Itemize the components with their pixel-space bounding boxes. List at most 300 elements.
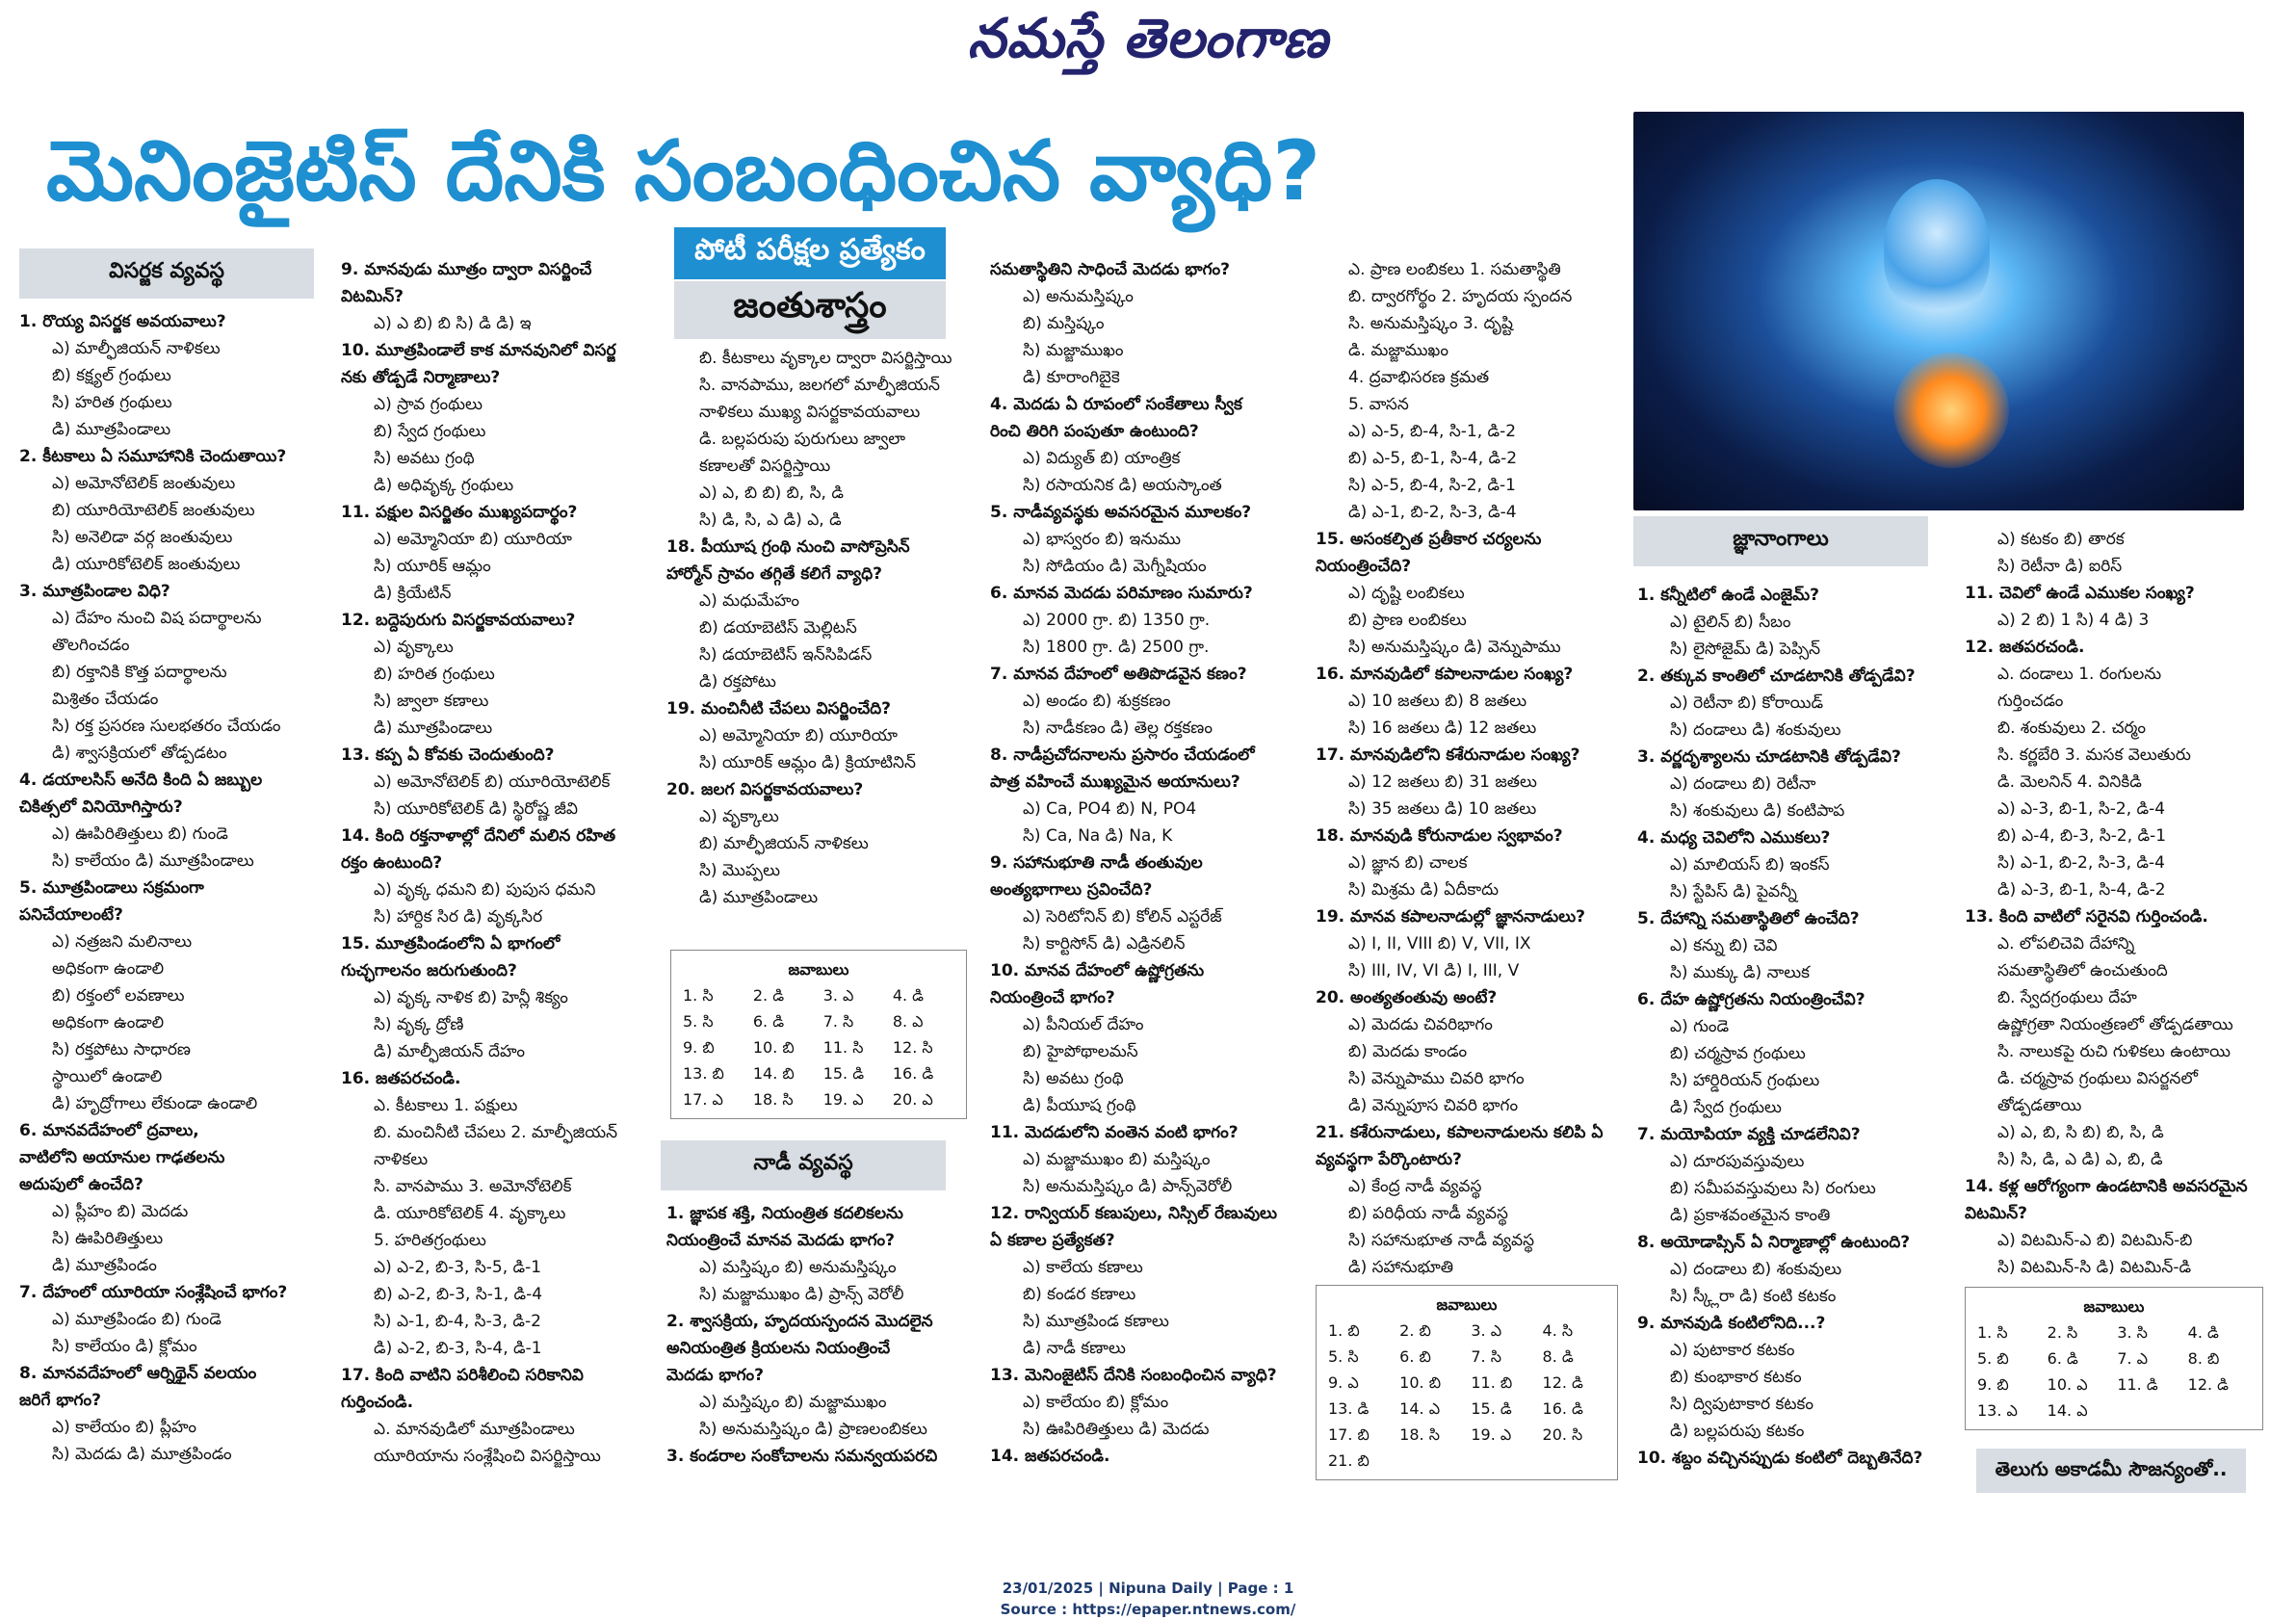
answer-row — [1324, 1448, 1609, 1474]
answer-cell: 4. డి — [892, 986, 925, 1005]
option-text: బి) రక్తంలో లవణాలు — [52, 986, 185, 1006]
option-text: ఎ) అనుమస్తిష్కం — [1023, 287, 1134, 306]
option-text: ఎ) 2000 గ్రా. బి) 1350 గ్రా. — [1023, 611, 1211, 630]
option-text: సమతాస్థితిలో ఉంచుతుంది — [1997, 961, 2168, 980]
question-text: 10. మానవ దేహంలో ఉష్ణోగ్రతను — [990, 961, 1205, 980]
question-text: 16. జతపరచండి. — [341, 1069, 461, 1088]
option-text: డి) సహానుభూతి — [1348, 1258, 1453, 1277]
option-text: సి) కాలేయం డి) క్లోమం — [52, 1337, 197, 1356]
answer-cell: 5. సి — [683, 1012, 714, 1031]
question-text: విటమిన్? — [1965, 1204, 2027, 1223]
answer-cell: 18. సి — [1399, 1425, 1440, 1444]
option-text: సి) అనుమస్తిష్కం డి) వెన్నుపాము — [1348, 638, 1561, 657]
answer-cell: 12. డి — [2187, 1375, 2230, 1394]
option-text: ఎ) గుండె — [1670, 1017, 1730, 1036]
option-text: సి) వృక్క ద్రోణి — [374, 1015, 464, 1034]
option-text: బి) స్వేద గ్రంథులు — [374, 422, 486, 441]
question-text: 15. మూత్రపిండంలోని ఏ భాగంలో — [341, 934, 561, 954]
option-text: సి) 16 జతలు డి) 12 జతలు — [1348, 719, 1537, 738]
option-text: ఎ) అమోనోటెలిక్ జంతువులు — [52, 474, 236, 493]
option-text: సి) వెన్నుపాము చివరి భాగం — [1348, 1069, 1525, 1088]
option-text: సి. అనుమస్తిష్కం 3. దృష్టి — [1348, 314, 1513, 333]
answer-cell — [2184, 1398, 2255, 1424]
option-text: ఎ) దండాలు బి) శంకువులు — [1670, 1260, 1842, 1279]
option-text: ఎ) మాలియస్ బి) ఇంకస్ — [1670, 855, 1830, 875]
page-footer — [0, 1578, 2296, 1620]
question-text: 5. దేహాన్ని సమతాస్థితిలో ఉంచేది? — [1637, 909, 1860, 928]
option-text: సి) అవటు గ్రంథి — [374, 449, 475, 468]
section-senses: జ్ఞానాంగాలు — [1633, 516, 1928, 566]
option-text: ఎ) మజ్జాముఖం బి) మస్తిష్కం — [1023, 1150, 1211, 1169]
option-text: బి. మంచినీటి చేపలు 2. మాల్ఫీజియన్ — [374, 1123, 618, 1142]
question-text: 12. జతపరచండి. — [1965, 638, 2085, 657]
question-text: 5. మూత్రపిండాలు సక్రమంగా — [19, 878, 204, 898]
option-text: సి) ఎ-5, బి-4, సి-2, డి-1 — [1348, 476, 1516, 495]
option-text: సి) స్టేపిస్ డి) పైవన్నీ — [1670, 882, 1797, 901]
option-text: సి) రసాయనిక డి) అయస్కాంత — [1023, 476, 1222, 495]
option-text: డి) ప్రకాశవంతమైన కాంతి — [1670, 1206, 1831, 1225]
answer-cell: 14. బి — [752, 1064, 795, 1083]
footer-source-line: Source : https://epaper.ntnews.com/ — [1000, 1601, 1296, 1618]
answer-cell: 8. డి — [1542, 1347, 1574, 1366]
option-text: ఎ) దృష్టి లంబికలు — [1348, 584, 1465, 603]
option-text: సి) రక్త ప్రసరణ సులభతరం చేయడం — [52, 717, 281, 736]
option-text: ఎ) Ca, PO4 బి) N, PO4 — [1023, 799, 1197, 819]
question-text: 15. అసంకల్పిత ప్రతీకార చర్యలను — [1316, 530, 1542, 549]
question-text: 8. మానవదేహంలో ఆర్నిథైన్ వలయం — [19, 1364, 257, 1383]
column-5 — [1316, 256, 1633, 1281]
option-text: సి. వానపాము, జలగలో మాల్ఫీజియన్ — [699, 376, 940, 395]
option-text: ఎ) విటమిన్-ఎ బి) విటమిన్-బి — [1997, 1231, 2193, 1250]
option-text: ఎ) భాస్వరం బి) ఇనుము — [1023, 530, 1181, 549]
answer-cell: 13. ఎ — [1977, 1401, 2018, 1420]
option-text: ఎ) మధుమేహం — [699, 591, 799, 611]
masthead-logo: నమస్తే తెలంగాణ — [967, 8, 1329, 70]
option-text: ఎ) దూరపువస్తువులు — [1670, 1152, 1805, 1171]
footer-date-line: 23/01/2025 | Nipuna Daily | Page : 1 — [1002, 1580, 1294, 1597]
question-text: 19. మంచినీటి చేపలు విసర్జించేది? — [666, 699, 892, 719]
option-text: ఎ. లోపలిచెవి దేహాన్ని — [1997, 934, 2135, 954]
option-text: డి) ఎ-2, బి-3, సి-4, డి-1 — [374, 1339, 542, 1358]
question-text: రక్తం ఉంటుంది? — [341, 853, 443, 873]
question-text: జరిగే భాగం? — [19, 1391, 101, 1410]
option-text: సి) నాడీకణం డి) తెల్ల రక్తకణం — [1023, 719, 1213, 738]
option-text: డి) మాల్ఫీజియన్ దేహం — [374, 1042, 526, 1061]
question-text: అదుపులో ఉంచేది? — [19, 1175, 144, 1194]
option-text: సి) ఊపిరితిత్తులు డి) మెదడు — [1023, 1420, 1210, 1439]
option-text: డి) పీయూష గ్రంథి — [1023, 1096, 1136, 1115]
question-text: హార్మోన్ స్రావం తగ్గితే కలిగే వ్యాధి? — [666, 564, 883, 584]
option-text: ఎ) కాలేయం బి) క్లోమం — [1023, 1393, 1169, 1412]
option-text: ఎ) ఎ-2, బి-3, సి-5, డి-1 — [374, 1258, 542, 1277]
question-text: వాటిలోని అయానుల గాఢతలను — [19, 1148, 225, 1167]
option-text: బి) ప్రాణ లంబికలు — [1348, 611, 1467, 630]
answer-key-senses — [1965, 1287, 2263, 1430]
question-text: 1. రొయ్య విసర్జక అవయవాలు? — [19, 312, 226, 331]
column-3-nervous — [666, 1200, 984, 1470]
answer-cell: 19. ఎ — [822, 1090, 864, 1109]
answer-key-nervous — [1316, 1285, 1618, 1480]
option-text: బి) డయాబెటిస్ మెల్లిటస్ — [699, 618, 857, 638]
answer-cell: 2. బి — [1399, 1321, 1431, 1340]
question-text: 14. కింది రక్తనాళాల్లో దేనిలో మలిన రహిత — [341, 826, 616, 846]
option-text: ఎ) పీనియల్ దేహం — [1023, 1015, 1144, 1034]
answer-cell: 2. సి — [2047, 1323, 2078, 1342]
question-text: 7. దేహంలో యూరియా సంశ్లేషించే భాగం? — [19, 1283, 288, 1302]
option-text: ఎ) ఎ-5, బి-4, సి-1, డి-2 — [1348, 422, 1517, 441]
answer-row — [1324, 1344, 1609, 1370]
option-text: డి) అధివృక్క గ్రంథులు — [374, 476, 514, 495]
option-text: ఎ) వృక్క నాళిక బి) హెన్లీ శిక్యం — [374, 988, 568, 1007]
answer-row — [679, 1034, 958, 1060]
question-text: 13. కింది వాటిలో సరైనవి గుర్తించండి. — [1965, 907, 2208, 927]
question-text: 1. జ్ఞాపక శక్తి, నియంత్రిత కదలికలను — [666, 1204, 903, 1223]
option-text: సి) శంకువులు డి) కంటిపాప — [1670, 801, 1845, 821]
answer-cell: 10. బి — [1399, 1373, 1442, 1392]
option-text: సి) విటమిన్-సి డి) విటమిన్-డి — [1997, 1258, 2192, 1277]
option-text: బి) మాల్ఫీజియన్ నాళికలు — [699, 834, 869, 853]
question-text: 12. రాన్వియర్ కణుపులు, నిస్సిల్ రేణువులు — [990, 1204, 1277, 1223]
answer-cell: 5. సి — [1328, 1347, 1359, 1366]
option-text: సి) యూరిక్ ఆమ్లం డి) క్రియాటినిన్ — [699, 753, 916, 772]
question-text: 4. మధ్య చెవిలోని ఎముకలు? — [1637, 828, 1831, 848]
option-text: డి) హృద్రోగాలు లేకుండా ఉండాలి — [52, 1094, 258, 1113]
option-text: ఎ) దండాలు బి) రెటీనా — [1670, 774, 1816, 794]
answer-row — [1973, 1372, 2255, 1398]
question-text: 6. మానవ మెదడు పరిమాణం సుమారు? — [990, 584, 1253, 603]
answer-cell: 19. ఎ — [1471, 1425, 1512, 1444]
option-text: బి) సమీపవస్తువులు సి) రంగులు — [1670, 1179, 1876, 1198]
question-text: 19. మానవ కపాలనాడుల్లో జ్ఞాననాడులు? — [1316, 907, 1585, 927]
option-text: గుర్తించడం — [1997, 692, 2064, 711]
option-text: సి) సోడియం డి) మెగ్నీషియం — [1023, 557, 1207, 576]
answer-cell: 12. సి — [892, 1038, 933, 1057]
question-text: గుచ్ఛగాలనం జరుగుతుంది? — [341, 961, 517, 980]
option-text: ఎ) 12 జతలు బి) 31 జతలు — [1348, 772, 1537, 792]
column-1 — [19, 308, 327, 1468]
option-text: 5. హరితగ్రంథులు — [374, 1231, 486, 1250]
answer-cell — [1396, 1448, 1467, 1474]
answer-cell: 13. డి — [1328, 1399, 1370, 1418]
option-text: బి) ఎ-4, బి-3, సి-2, డి-1 — [1997, 826, 2167, 846]
option-text: డి) స్వేద గ్రంథులు — [1670, 1098, 1782, 1117]
question-text: 14. జతపరచండి. — [990, 1447, 1110, 1466]
option-text: డి) మూత్రపిండాలు — [374, 719, 493, 738]
question-text: 5. నాడీవ్యవస్థకు అవసరమైన మూలకం? — [990, 503, 1252, 522]
column-3 — [666, 345, 975, 911]
option-text: డి) కూరాంగిబైకె — [1023, 368, 1120, 387]
answer-row — [1324, 1396, 1609, 1422]
answer-row — [1324, 1422, 1609, 1448]
question-text: 3. మూత్రపిండాల విధి? — [19, 582, 170, 601]
option-text: అధికంగా ఉండాలి — [52, 1013, 165, 1032]
option-text: ఎ) వృక్కాలు — [699, 807, 779, 826]
question-text: 18. పీయూష గ్రంథి నుంచి వాసోప్రెసిన్ — [666, 537, 910, 557]
answer-cell: 4. సి — [1542, 1321, 1574, 1340]
option-text: డి) మూత్రపిండాలు — [52, 420, 171, 439]
answer-row — [679, 1008, 958, 1034]
question-text: 7. మానవ దేహంలో అతిపొడవైన కణం? — [990, 665, 1247, 684]
option-text: సి) హరిత గ్రంథులు — [52, 393, 172, 412]
question-text: చికిత్సలో వినియోగిస్తారు? — [19, 797, 183, 817]
option-text: ఎ) కేంద్ర నాడీ వ్యవస్థ — [1348, 1177, 1482, 1196]
option-text: సి) హార్డిరియన్ గ్రంథులు — [1670, 1071, 1820, 1090]
option-text: బి) చర్మస్రావ గ్రంథులు — [1670, 1044, 1806, 1063]
option-text: ఎ) కాలేయం బి) ప్లీహం — [52, 1418, 197, 1437]
answer-cell: 16. డి — [892, 1064, 934, 1083]
badge-subject: జంతుశాస్త్రం — [674, 281, 946, 339]
answer-cell: 7. సి — [822, 1012, 854, 1031]
answer-cell: 20. సి — [1542, 1425, 1583, 1444]
column-4 — [990, 256, 1308, 1470]
option-text: బి) హరిత గ్రంథులు — [374, 665, 495, 684]
option-text: డి. యూరికోటెలిక్ 4. వృక్కాలు — [374, 1204, 566, 1223]
answer-cell: 21. బి — [1328, 1451, 1370, 1470]
option-text: సి. కర్ణబేరి 3. మసక వెలుతురు — [1997, 745, 2191, 765]
option-text: బి) ఎ-2, బి-3, సి-1, డి-4 — [374, 1285, 543, 1304]
option-text: సి) దండాలు డి) శంకువులు — [1670, 720, 1841, 740]
question-text: 3. వర్ణదృశ్యాలను చూడటానికి తోడ్పడేవి? — [1637, 747, 1901, 767]
answer-cell: 8. బి — [2187, 1349, 2220, 1368]
option-text: ఎ) సెరిటోనిన్ బి) కోలిన్ ఎస్టరేజ్ — [1023, 907, 1222, 927]
option-text: ఎ) వృక్కాలు — [374, 638, 454, 657]
answer-cell: 6. బి — [1399, 1347, 1431, 1366]
question-text: 13. మెనింజైటిస్ దేనికి సంబంధించిన వ్యాధి? — [990, 1366, 1277, 1385]
question-text: 11. మెదడులోని వంతెన వంటి భాగం? — [990, 1123, 1239, 1142]
badge-special: పోటీ పరీక్షల ప్రత్యేకం — [674, 227, 946, 279]
option-text: బి) రక్తానికి కొత్త పదార్థాలను — [52, 663, 227, 682]
option-text: డి) యూరికోటెలిక్ జంతువులు — [52, 555, 241, 574]
option-text: బి. స్వేదగ్రంథులు దేహ — [1997, 988, 2137, 1007]
option-text: ఎ) ఎ బి) బి సి) డి డి) ఇ — [374, 314, 532, 333]
option-text: ఎ) ఎ, బి, సి బి) బి, సి, డి — [1997, 1123, 2164, 1142]
option-text: తొలగించడం — [52, 636, 130, 655]
option-text: డి) ఎ-3, బి-1, సి-4, డి-2 — [1997, 880, 2166, 900]
answer-cell: 11. సి — [822, 1038, 864, 1057]
question-text: 11. పక్షుల విసర్జితం ముఖ్యపదార్థం? — [341, 503, 578, 522]
answer-row — [679, 982, 958, 1008]
option-text: బి) పరిధీయ నాడీ వ్యవస్థ — [1348, 1204, 1508, 1223]
option-text: సి) లైసోజైమ్ డి) పెప్సిన్ — [1670, 640, 1821, 659]
answer-cell — [1467, 1448, 1538, 1474]
option-text: ఎ) టైలిన్ బి) సీబం — [1670, 613, 1791, 632]
answer-row — [1973, 1320, 2255, 1346]
option-text: ఎ) కటకం బి) తారక — [1997, 530, 2125, 549]
answer-cell: 3. ఎ — [822, 986, 854, 1005]
answer-row — [679, 1060, 958, 1086]
question-text: 21. కశేరునాడులు, కపాలనాడులను కలిపి ఏ — [1316, 1123, 1604, 1142]
option-text: సి) డయాబెటిస్ ఇన్‌సిపిడస్ — [699, 645, 873, 665]
answer-cell: 4. డి — [2187, 1323, 2219, 1342]
question-text: 9. సహానుభూతి నాడీ తంతువుల — [990, 853, 1203, 873]
option-text: సి) యూరిక్ ఆమ్లం — [374, 557, 491, 576]
answer-cell — [2113, 1398, 2183, 1424]
option-text: సి) మెదడు డి) మూత్రపిండం — [52, 1445, 232, 1464]
question-text: 11. చెవిలో ఉండే ఎముకల సంఖ్య? — [1965, 584, 2195, 603]
option-text: బి. ద్వారగోర్థం 2. హృదయ స్పందన — [1348, 287, 1573, 306]
answer-cell: 6. డి — [752, 1012, 785, 1031]
question-text: నియంత్రించే మానవ మెదడు భాగం? — [666, 1231, 896, 1250]
question-text: 10. శబ్దం వచ్చినప్పుడు కంటిలో దెబ్బతినేది? — [1637, 1449, 1923, 1468]
headline: మెనింజైటిస్ దేనికి సంబంధించిన వ్యాధి? — [46, 123, 1321, 220]
option-text: సి) ఎ-1, బి-4, సి-3, డి-2 — [374, 1312, 541, 1331]
option-text: ఎ) ఎ-3, బి-1, సి-2, డి-4 — [1997, 799, 2166, 819]
option-text: సి) మజ్జాముఖం — [1023, 341, 1124, 360]
answer-cell: 6. డి — [2047, 1349, 2078, 1368]
option-text: డి) వెన్నుపూస చివరి భాగం — [1348, 1096, 1519, 1115]
option-text: ఎ) కన్ను బి) చెవి — [1670, 936, 1778, 955]
option-text: బి. కీటకాలు వృక్కాల ద్వారా విసర్జిస్తాయి — [699, 349, 952, 368]
column-2 — [341, 256, 659, 1470]
option-text: ఎ) అమ్మోనియా బి) యూరియా — [699, 726, 898, 745]
option-text: ఎ) విద్యుత్ బి) యాంత్రిక — [1023, 449, 1181, 468]
question-text: 6. మానవదేహంలో ద్రవాలు, — [19, 1121, 199, 1140]
question-text: 2. తక్కువ కాంతిలో చూడటానికి తోడ్పడేవి? — [1637, 666, 1916, 686]
option-text: ఎ) పుటాకార కటకం — [1670, 1341, 1795, 1360]
question-text: 8. నాడీప్రచోదనాలను ప్రసారం చేయడంలో — [990, 745, 1255, 765]
question-text: 7. మయోపియా వ్యక్తి చూడలేనివి? — [1637, 1125, 1861, 1144]
option-text: సి) ఊపిరితిత్తులు — [52, 1229, 164, 1248]
option-text: డి) మూత్రపిండాలు — [699, 888, 819, 907]
option-text: బి. శంకువులు 2. చర్మం — [1997, 719, 2146, 738]
option-text: సి) ఎ-1, బి-2, సి-3, డి-4 — [1997, 853, 2165, 873]
option-text: సి) మొప్పలు — [699, 861, 781, 880]
option-text: ఎ) అండం బి) శుక్రకణం — [1023, 692, 1171, 711]
option-text: స్థాయిలో ఉండాలి — [52, 1067, 163, 1086]
option-text: ఉష్ణోగ్రతా నియంత్రణలో తోడ్పడతాయి — [1997, 1015, 2233, 1034]
answer-cell: 9. ఎ — [1328, 1373, 1359, 1392]
answer-row — [1324, 1318, 1609, 1344]
option-text: సి) హార్దిక సిర డి) వృక్కసిర — [374, 907, 543, 927]
option-text: సి) Ca, Na డి) Na, K — [1023, 826, 1173, 846]
answer-cell: 1. బి — [1328, 1321, 1360, 1340]
option-text: సి) అనుమస్తిష్కం డి) పాన్స్‌వెరోలీ — [1023, 1177, 1233, 1196]
option-text: డి) ఎ-1, బి-2, సి-3, డి-4 — [1348, 503, 1517, 522]
answer-row — [679, 1086, 958, 1112]
option-text: డి) మూత్రపిండం — [52, 1256, 157, 1275]
option-text: నాళికలు — [374, 1150, 429, 1169]
question-text: 4. డయాలసిస్ అనేది కింది ఏ జబ్బుల — [19, 771, 263, 790]
option-text: సి) స్క్లీరా డి) కంటి కటకం — [1670, 1287, 1837, 1306]
question-text: నకు తోడ్పడే నిర్మాణాలు? — [341, 368, 501, 387]
option-text: సి) అవటు గ్రంథి — [1023, 1069, 1124, 1088]
option-text: ఎ) అమ్మోనియా బి) యూరియా — [374, 530, 572, 549]
answer-cell: 14. ఎ — [1399, 1399, 1441, 1418]
question-text: 6. దేహ ఉష్ణోగ్రతను నియంత్రించేవి? — [1637, 990, 1866, 1009]
option-text: సి) యూరికోటెలిక్ డి) స్థిరోష్ణ జీవి — [374, 799, 578, 819]
answer-cell: 11. డి — [2117, 1375, 2158, 1394]
section-nervous: నాడీ వ్యవస్థ — [661, 1140, 946, 1190]
question-text: 17. మానవుడిలోని కశేరునాడుల సంఖ్య? — [1316, 745, 1580, 765]
option-text: బి) కుంభాకార కటకం — [1670, 1368, 1802, 1387]
option-text: సి) 1800 గ్రా. డి) 2500 గ్రా. — [1023, 638, 1210, 657]
option-text: సి) అనెలిడా వర్గ జంతువులు — [52, 528, 233, 547]
answer-cell: 2. డి — [752, 986, 785, 1005]
option-text: సి) 35 జతలు డి) 10 జతలు — [1348, 799, 1537, 819]
glow-illustration — [1893, 353, 2009, 468]
section-excretory: విసర్జక వ్యవస్థ — [19, 248, 314, 299]
answer-cell: 11. బి — [1471, 1373, 1513, 1392]
answer-cell: 5. బి — [1977, 1349, 2009, 1368]
question-text: 13. కప్ప ఏ కోవకు చెందుతుంది? — [341, 745, 555, 765]
question-text: 17. కింది వాటిని పరిశీలించి సరికానివి — [341, 1366, 584, 1385]
answer-key-title: జవాబులు — [788, 960, 849, 979]
option-text: డి. చర్మస్రావ గ్రంథులు విసర్జనలో — [1997, 1069, 2198, 1088]
option-text: డి) బల్లపరుపు కటకం — [1670, 1422, 1805, 1441]
question-text: మెదడు భాగం? — [666, 1366, 764, 1385]
option-text: బి) కక్ష్యల్ గ్రంథులు — [52, 366, 171, 385]
answer-cell: 3. సి — [2117, 1323, 2148, 1342]
answer-key-title: జవాబులు — [1436, 1295, 1498, 1314]
option-text: సి) కాలేయం డి) మూత్రపిండాలు — [52, 851, 254, 871]
hero-image — [1633, 112, 2244, 510]
answer-cell: 17. బి — [1328, 1425, 1370, 1444]
option-text: ఎ) ప్లీహం బి) మెదడు — [52, 1202, 189, 1221]
option-text: బి) మెదడు కాండం — [1348, 1042, 1468, 1061]
answer-cell: 9. బి — [1977, 1375, 2009, 1394]
option-text: 5. వాసన — [1348, 395, 1409, 414]
option-text: బి) ఎ-5, బి-1, సి-4, డి-2 — [1348, 449, 1518, 468]
option-text: సి) మిశ్రమ డి) ఏదీకాదు — [1348, 880, 1500, 900]
option-text: నాళికలు ముఖ్య విసర్జకావయవాలు — [699, 403, 921, 422]
answer-cell: 7. ఎ — [2117, 1349, 2149, 1368]
option-text: డి) క్రియేటిన్ — [374, 584, 452, 603]
option-text: మిశ్రితం చేయడం — [52, 690, 159, 709]
option-text: ఎ. మానవుడిలో మూత్రపిండాలు — [374, 1420, 575, 1439]
option-text: ఎ) మాల్ఫీజియన్ నాళికలు — [52, 339, 221, 358]
option-text: ఎ) జ్ఞాన బి) చాలక — [1348, 853, 1468, 873]
question-text: 20. జలగ విసర్జకావయవాలు? — [666, 780, 864, 799]
option-text: బి) కండర కణాలు — [1023, 1285, 1136, 1304]
option-text: సి) సహానుభూత నాడీ వ్యవస్థ — [1348, 1231, 1535, 1250]
option-text: సి) ద్విపుటాకార కటకం — [1670, 1395, 1814, 1414]
answer-cell: 1. సి — [1977, 1323, 2008, 1342]
option-text: ఎ) అమోనోటెలిక్ బి) యూరియోటెలిక్ — [374, 772, 611, 792]
option-text: ఎ) 10 జతలు బి) 8 జతలు — [1348, 692, 1527, 711]
option-text: బి) హైపోథాలమస్ — [1023, 1042, 1138, 1061]
option-text: ఎ) మస్తిష్కం బి) మజ్జాముఖం — [699, 1393, 887, 1412]
option-text: సి) III, IV, VI డి) I, III, V — [1348, 961, 1520, 980]
question-text: సమతాస్థితిని సాధించే మెదడు భాగం? — [990, 260, 1231, 279]
option-text: సి) డి, సి, ఎ డి) ఎ, డి — [699, 510, 842, 530]
option-text: సి) రక్తపోటు సాధారణ — [52, 1040, 191, 1059]
question-text: విటమిన్? — [341, 287, 404, 306]
question-text: 12. బద్దెపురుగు విసర్జకావయవాలు? — [341, 611, 576, 630]
answer-cell: 16. డి — [1542, 1399, 1583, 1418]
answer-cell: 20. ఎ — [892, 1090, 933, 1109]
option-text: సి. వానపాము 3. అమోనోటెలిక్ — [374, 1177, 572, 1196]
answer-cell: 10. ఎ — [2047, 1375, 2088, 1394]
option-text: సి) రెటీనా డి) ఐరిస్ — [1997, 557, 2123, 576]
human-figure-illustration — [1884, 179, 1990, 314]
option-text: డి) శ్వాసక్రియలో తోడ్పడటం — [52, 744, 227, 763]
option-text: ఎ) నత్రజని మలినాలు — [52, 932, 193, 952]
option-text: బి) యూరియోటెలిక్ జంతువులు — [52, 501, 255, 520]
option-text: బి) మస్తిష్కం — [1023, 314, 1105, 333]
question-text: 16. మానవుడిలో కపాలనాడుల సంఖ్య? — [1316, 665, 1574, 684]
option-text: ఎ) కాలేయ కణాలు — [1023, 1258, 1143, 1277]
answer-cell: 8. ఎ — [892, 1012, 924, 1031]
option-text: డి. బల్లపరుపు పురుగులు జ్వాలా — [699, 430, 906, 449]
question-text: వ్యవస్థగా పేర్కొంటారు? — [1316, 1150, 1462, 1169]
option-text: కణాలతో విసర్జిస్తాయి — [699, 457, 831, 476]
option-text: డి) రక్తపోటు — [699, 672, 776, 692]
question-text: 9. మానవుడి కంటిలోనిది...? — [1637, 1314, 1826, 1333]
answer-row — [1324, 1370, 1609, 1396]
option-text: ఎ. కీటకాలు 1. పక్షులు — [374, 1096, 518, 1115]
option-text: సి) జ్వాలా కణాలు — [374, 692, 489, 711]
option-text: ఎ) ఎ, బి బి) బి, సి, డి — [699, 483, 844, 503]
